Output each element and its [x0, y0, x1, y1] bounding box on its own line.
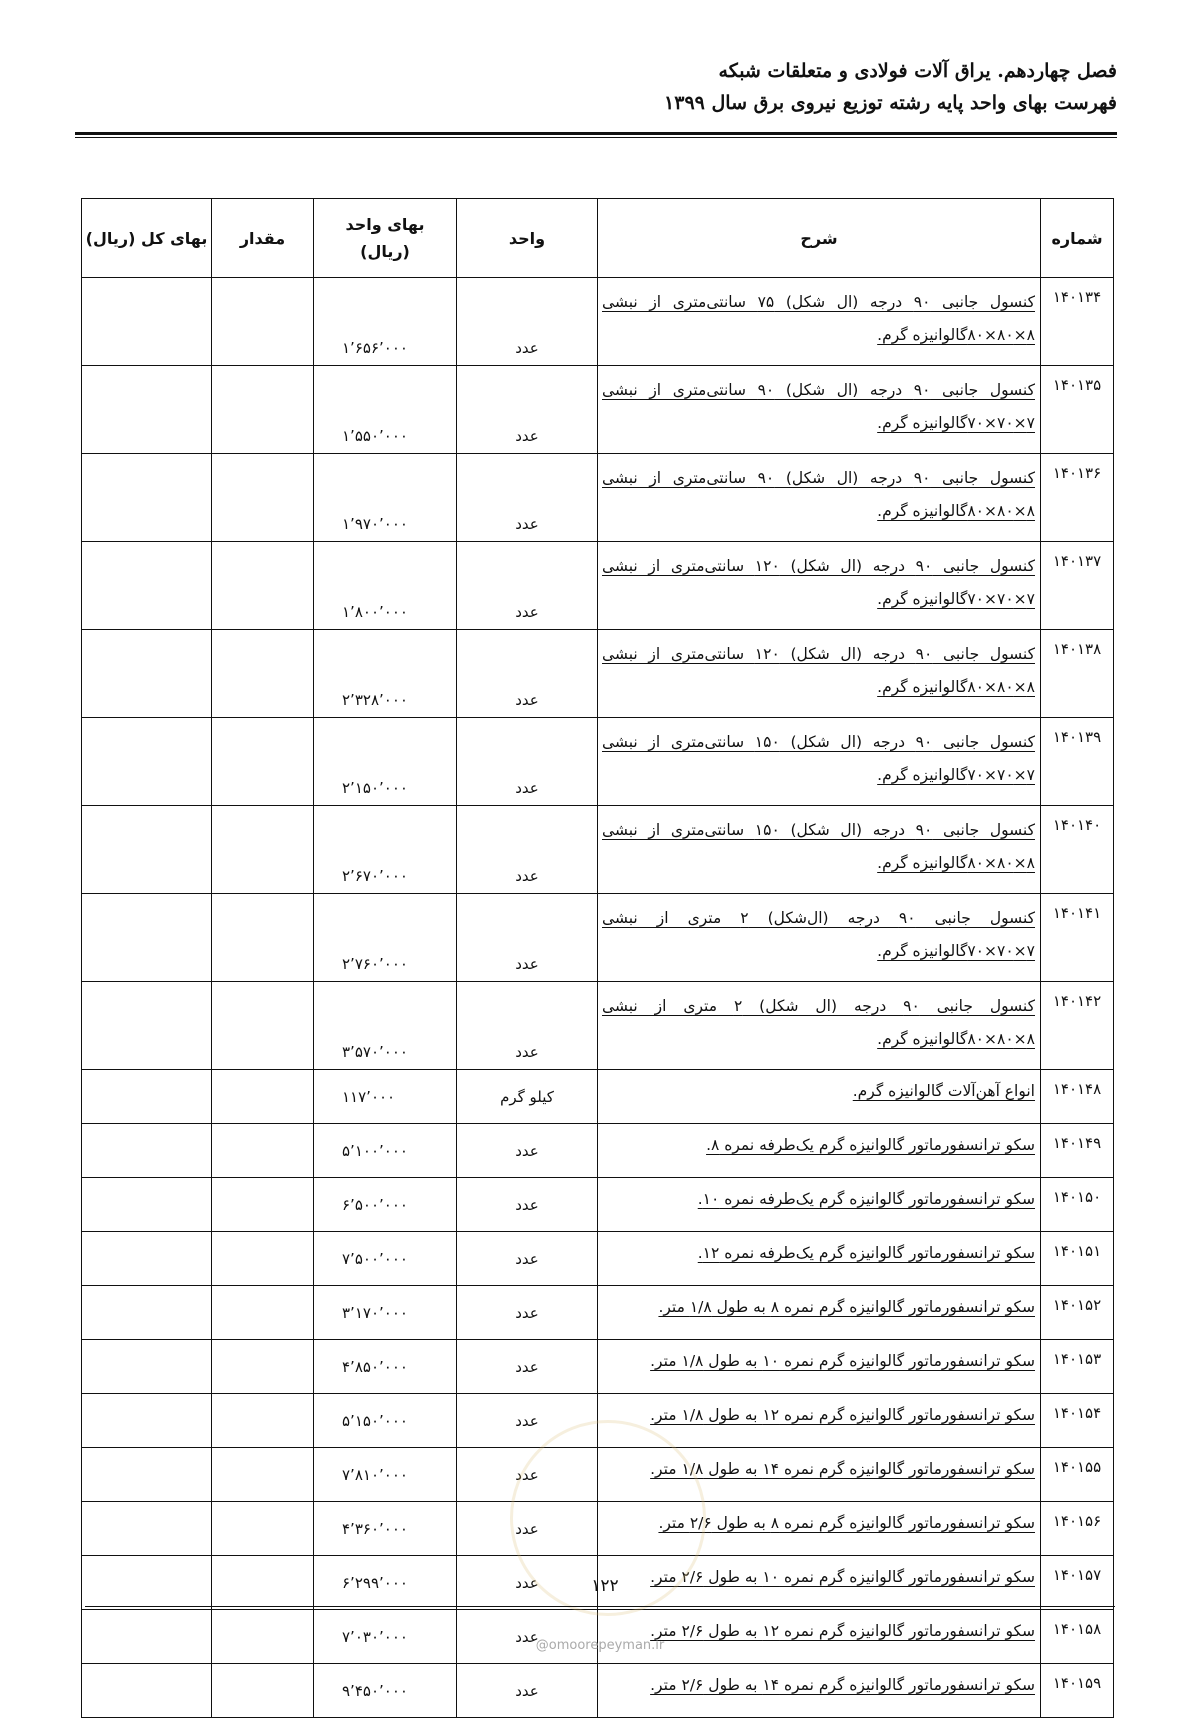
item-number: ۱۴۰۱۳۹	[1041, 718, 1114, 806]
item-quantity	[212, 1232, 314, 1286]
item-description-text: کنسول جانبی ۹۰ درجه (ال شکل) ۱۲۰ سانتی‌متری از نبشی ۸×۸۰×۸۰گالوانیزه گرم.	[602, 645, 1035, 696]
item-unit-price: ۱۱۷٬۰۰۰	[314, 1070, 457, 1124]
item-unit-price: ۱٬۸۰۰٬۰۰۰	[314, 542, 457, 630]
item-description-text: کنسول جانبی ۹۰ درجه (ال شکل) ۹۰ سانتی‌متری از نبشی ۸×۸۰×۸۰گالوانیزه گرم.	[602, 469, 1035, 520]
item-unit: عدد	[457, 1610, 598, 1664]
item-number: ۱۴۰۱۵۴	[1041, 1394, 1114, 1448]
item-description-text: کنسول جانبی ۹۰ درجه (ال شکل) ۹۰ سانتی‌متری از نبشی ۷×۷۰×۷۰گالوانیزه گرم.	[602, 381, 1035, 432]
website-watermark: @omoorepeyman.ir	[535, 1638, 665, 1653]
item-unit-price: ۵٬۱۰۰٬۰۰۰	[314, 1124, 457, 1178]
item-unit: عدد	[457, 1286, 598, 1340]
item-total-price	[82, 806, 212, 894]
table-row	[82, 1124, 1114, 1178]
item-total-price	[82, 1448, 212, 1502]
item-total-price	[82, 1556, 212, 1610]
item-unit-price: ۱٬۹۷۰٬۰۰۰	[314, 454, 457, 542]
item-unit: عدد	[457, 1502, 598, 1556]
table-row	[82, 982, 1114, 1070]
header-rule-thick	[75, 132, 1117, 135]
item-description-text: انواع آهن‌آلات گالوانیزه گرم.	[852, 1082, 1035, 1100]
item-number: ۱۴۰۱۳۷	[1041, 542, 1114, 630]
item-total-price	[82, 454, 212, 542]
item-unit-price: ۲٬۱۵۰٬۰۰۰	[314, 718, 457, 806]
item-description	[598, 1178, 1041, 1232]
item-number: ۱۴۰۱۵۳	[1041, 1340, 1114, 1394]
table-row	[82, 1664, 1114, 1718]
page-number: ۱۲۲	[591, 1576, 619, 1596]
item-unit-price: ۲٬۶۷۰٬۰۰۰	[314, 806, 457, 894]
table-row	[82, 718, 1114, 806]
item-unit-price: ۴٬۳۶۰٬۰۰۰	[314, 1502, 457, 1556]
item-unit: عدد	[457, 718, 598, 806]
item-number: ۱۴۰۱۵۱	[1041, 1232, 1114, 1286]
item-quantity	[212, 1286, 314, 1340]
col-quantity-header: مقدار	[212, 199, 314, 278]
item-unit-price: ۳٬۵۷۰٬۰۰۰	[314, 982, 457, 1070]
page-header	[75, 55, 1117, 119]
col-unit-price-header	[314, 199, 457, 278]
item-description	[598, 630, 1041, 718]
item-number: ۱۴۰۱۵۹	[1041, 1664, 1114, 1718]
item-description	[598, 718, 1041, 806]
item-total-price	[82, 1178, 212, 1232]
item-quantity	[212, 1610, 314, 1664]
item-description	[598, 366, 1041, 454]
col-unit-header: واحد	[457, 199, 598, 278]
item-description	[598, 454, 1041, 542]
item-description	[598, 1664, 1041, 1718]
table-row	[82, 1610, 1114, 1664]
item-description	[598, 1286, 1041, 1340]
item-description-text: سکو ترانسفورماتور گالوانیزه گرم نمره ۸ به طول ۱/۸ متر.	[658, 1298, 1035, 1316]
table-row	[82, 1286, 1114, 1340]
item-description-text: کنسول جانبی ۹۰ درجه (ال شکل) ۲ متری از نبشی ۸×۸۰×۸۰گالوانیزه گرم.	[602, 997, 1035, 1048]
item-number: ۱۴۰۱۳۶	[1041, 454, 1114, 542]
item-description	[598, 278, 1041, 366]
item-description-text: سکو ترانسفورماتور گالوانیزه گرم نمره ۱۰ به طول ۱/۸ متر.	[650, 1352, 1035, 1370]
header-rule-thin	[75, 137, 1117, 138]
item-total-price	[82, 1124, 212, 1178]
item-description	[598, 806, 1041, 894]
item-description-text: سکو ترانسفورماتور گالوانیزه گرم نمره ۱۴ به طول ۱/۸ متر.	[650, 1460, 1035, 1478]
item-description-text: کنسول جانبی ۹۰ درجه (ال شکل) ۱۲۰ سانتی‌متری از نبشی ۷×۷۰×۷۰گالوانیزه گرم.	[602, 557, 1035, 608]
item-number: ۱۴۰۱۴۰	[1041, 806, 1114, 894]
table-row	[82, 1232, 1114, 1286]
item-description-text: سکو ترانسفورماتور گالوانیزه گرم یک‌طرفه نمره ۱۰.	[697, 1190, 1035, 1208]
item-description	[598, 1340, 1041, 1394]
item-unit: عدد	[457, 542, 598, 630]
item-unit: عدد	[457, 366, 598, 454]
item-total-price	[82, 630, 212, 718]
item-description-text: سکو ترانسفورماتور گالوانیزه گرم نمره ۱۴ به طول ۲/۶ متر.	[650, 1676, 1035, 1694]
item-description-text: کنسول جانبی ۹۰ درجه (ال‌شکل) ۲ متری از نبشی ۷×۷۰×۷۰گالوانیزه گرم.	[602, 909, 1035, 960]
item-unit-price: ۷٬۵۰۰٬۰۰۰	[314, 1232, 457, 1286]
item-quantity	[212, 1178, 314, 1232]
price-list-title: فهرست بهای واحد پایه رشته توزیع نیروی برق سال ۱۳۹۹	[664, 92, 1117, 114]
item-total-price	[82, 1664, 212, 1718]
item-description	[598, 982, 1041, 1070]
item-unit-price: ۱٬۵۵۰٬۰۰۰	[314, 366, 457, 454]
table-row	[82, 894, 1114, 982]
item-unit: عدد	[457, 1664, 598, 1718]
item-unit-price: ۱٬۶۵۶٬۰۰۰	[314, 278, 457, 366]
item-unit: عدد	[457, 894, 598, 982]
item-total-price	[82, 1610, 212, 1664]
item-number: ۱۴۰۱۵۸	[1041, 1610, 1114, 1664]
item-total-price	[82, 366, 212, 454]
item-total-price	[82, 1394, 212, 1448]
item-quantity	[212, 542, 314, 630]
item-quantity	[212, 1070, 314, 1124]
table-row	[82, 366, 1114, 454]
item-description	[598, 894, 1041, 982]
item-quantity	[212, 1556, 314, 1610]
col-number-header: شماره	[1041, 199, 1114, 278]
item-quantity	[212, 1664, 314, 1718]
item-unit-price: ۴٬۸۵۰٬۰۰۰	[314, 1340, 457, 1394]
item-number: ۱۴۰۱۴۹	[1041, 1124, 1114, 1178]
item-unit-price: ۳٬۱۷۰٬۰۰۰	[314, 1286, 457, 1340]
item-number: ۱۴۰۱۴۸	[1041, 1070, 1114, 1124]
item-unit: عدد	[457, 1124, 598, 1178]
item-unit: عدد	[457, 1448, 598, 1502]
item-number: ۱۴۰۱۴۱	[1041, 894, 1114, 982]
item-unit-price: ۷٬۸۱۰٬۰۰۰	[314, 1448, 457, 1502]
item-description-text: سکو ترانسفورماتور گالوانیزه گرم یک‌طرفه نمره ۸.	[706, 1136, 1035, 1154]
item-total-price	[82, 1502, 212, 1556]
table-row	[82, 542, 1114, 630]
table-row	[82, 1178, 1114, 1232]
item-unit: عدد	[457, 1340, 598, 1394]
item-unit-price: ۹٬۴۵۰٬۰۰۰	[314, 1664, 457, 1718]
item-unit: عدد	[457, 982, 598, 1070]
item-quantity	[212, 630, 314, 718]
item-unit: عدد	[457, 1178, 598, 1232]
item-unit-price: ۵٬۱۵۰٬۰۰۰	[314, 1394, 457, 1448]
item-number: ۱۴۰۱۵۰	[1041, 1178, 1114, 1232]
item-quantity	[212, 982, 314, 1070]
item-unit: عدد	[457, 806, 598, 894]
item-description-text: سکو ترانسفورماتور گالوانیزه گرم نمره ۱۲ به طول ۱/۸ متر.	[650, 1406, 1035, 1424]
item-unit-price: ۶٬۲۹۹٬۰۰۰	[314, 1556, 457, 1610]
unit-price-currency: (ریال)	[360, 242, 410, 261]
item-unit-price: ۲٬۳۲۸٬۰۰۰	[314, 630, 457, 718]
item-unit: عدد	[457, 630, 598, 718]
item-unit-price: ۲٬۷۶۰٬۰۰۰	[314, 894, 457, 982]
item-description-text: سکو ترانسفورماتور گالوانیزه گرم نمره ۱۰ به طول ۲/۶ متر.	[650, 1568, 1035, 1586]
item-description	[598, 1124, 1041, 1178]
item-number: ۱۴۰۱۵۶	[1041, 1502, 1114, 1556]
item-total-price	[82, 982, 212, 1070]
item-number: ۱۴۰۱۳۸	[1041, 630, 1114, 718]
item-unit: عدد	[457, 1232, 598, 1286]
col-description-header: شرح	[598, 199, 1041, 278]
item-description	[598, 1232, 1041, 1286]
item-unit: عدد	[457, 454, 598, 542]
table-row	[82, 454, 1114, 542]
item-quantity	[212, 278, 314, 366]
item-description-text: سکو ترانسفورماتور گالوانیزه گرم نمره ۸ به طول ۲/۶ متر.	[658, 1514, 1035, 1532]
item-unit-price: ۶٬۵۰۰٬۰۰۰	[314, 1178, 457, 1232]
table-row	[82, 1070, 1114, 1124]
item-quantity	[212, 1448, 314, 1502]
item-total-price	[82, 894, 212, 982]
item-quantity	[212, 894, 314, 982]
table-row	[82, 1340, 1114, 1394]
chapter-title: فصل چهاردهم. یراق آلات فولادی و متعلقات شبکه	[718, 60, 1117, 82]
item-number: ۱۴۰۱۵۲	[1041, 1286, 1114, 1340]
item-quantity	[212, 1340, 314, 1394]
item-total-price	[82, 278, 212, 366]
item-unit: عدد	[457, 1556, 598, 1610]
item-unit: عدد	[457, 278, 598, 366]
item-unit: کیلو گرم	[457, 1070, 598, 1124]
item-number: ۱۴۰۱۵۵	[1041, 1448, 1114, 1502]
item-description-text: کنسول جانبی ۹۰ درجه (ال شکل) ۱۵۰ سانتی‌متری از نبشی ۸×۸۰×۸۰گالوانیزه گرم.	[602, 821, 1035, 872]
footer-rule	[85, 1606, 1115, 1607]
unit-price-label: بهای واحد	[345, 215, 425, 234]
item-number: ۱۴۰۱۵۷	[1041, 1556, 1114, 1610]
item-description-text: کنسول جانبی ۹۰ درجه (ال شکل) ۷۵ سانتی‌متری از نبشی ۸×۸۰×۸۰گالوانیزه گرم.	[602, 293, 1035, 344]
item-total-price	[82, 1232, 212, 1286]
item-total-price	[82, 542, 212, 630]
item-unit: عدد	[457, 1394, 598, 1448]
item-number: ۱۴۰۱۴۲	[1041, 982, 1114, 1070]
item-quantity	[212, 1124, 314, 1178]
item-number: ۱۴۰۱۳۴	[1041, 278, 1114, 366]
item-description	[598, 1610, 1041, 1664]
item-description	[598, 1070, 1041, 1124]
item-unit-price: ۷٬۰۳۰٬۰۰۰	[314, 1610, 457, 1664]
item-quantity	[212, 718, 314, 806]
item-quantity	[212, 454, 314, 542]
table-row	[82, 630, 1114, 718]
item-description-text: سکو ترانسفورماتور گالوانیزه گرم یک‌طرفه نمره ۱۲.	[697, 1244, 1035, 1262]
item-description	[598, 542, 1041, 630]
item-number: ۱۴۰۱۳۵	[1041, 366, 1114, 454]
item-description-text: کنسول جانبی ۹۰ درجه (ال شکل) ۱۵۰ سانتی‌متری از نبشی ۷×۷۰×۷۰گالوانیزه گرم.	[602, 733, 1035, 784]
table-row	[82, 278, 1114, 366]
item-quantity	[212, 1502, 314, 1556]
item-quantity	[212, 366, 314, 454]
item-description-text: سکو ترانسفورماتور گالوانیزه گرم نمره ۱۲ به طول ۲/۶ متر.	[650, 1622, 1035, 1640]
item-total-price	[82, 718, 212, 806]
item-total-price	[82, 1286, 212, 1340]
item-quantity	[212, 1394, 314, 1448]
item-total-price	[82, 1340, 212, 1394]
col-total-header: بهای کل (ریال)	[82, 199, 212, 278]
table-row	[82, 806, 1114, 894]
item-total-price	[82, 1070, 212, 1124]
item-quantity	[212, 806, 314, 894]
table-header-row	[82, 199, 1114, 278]
